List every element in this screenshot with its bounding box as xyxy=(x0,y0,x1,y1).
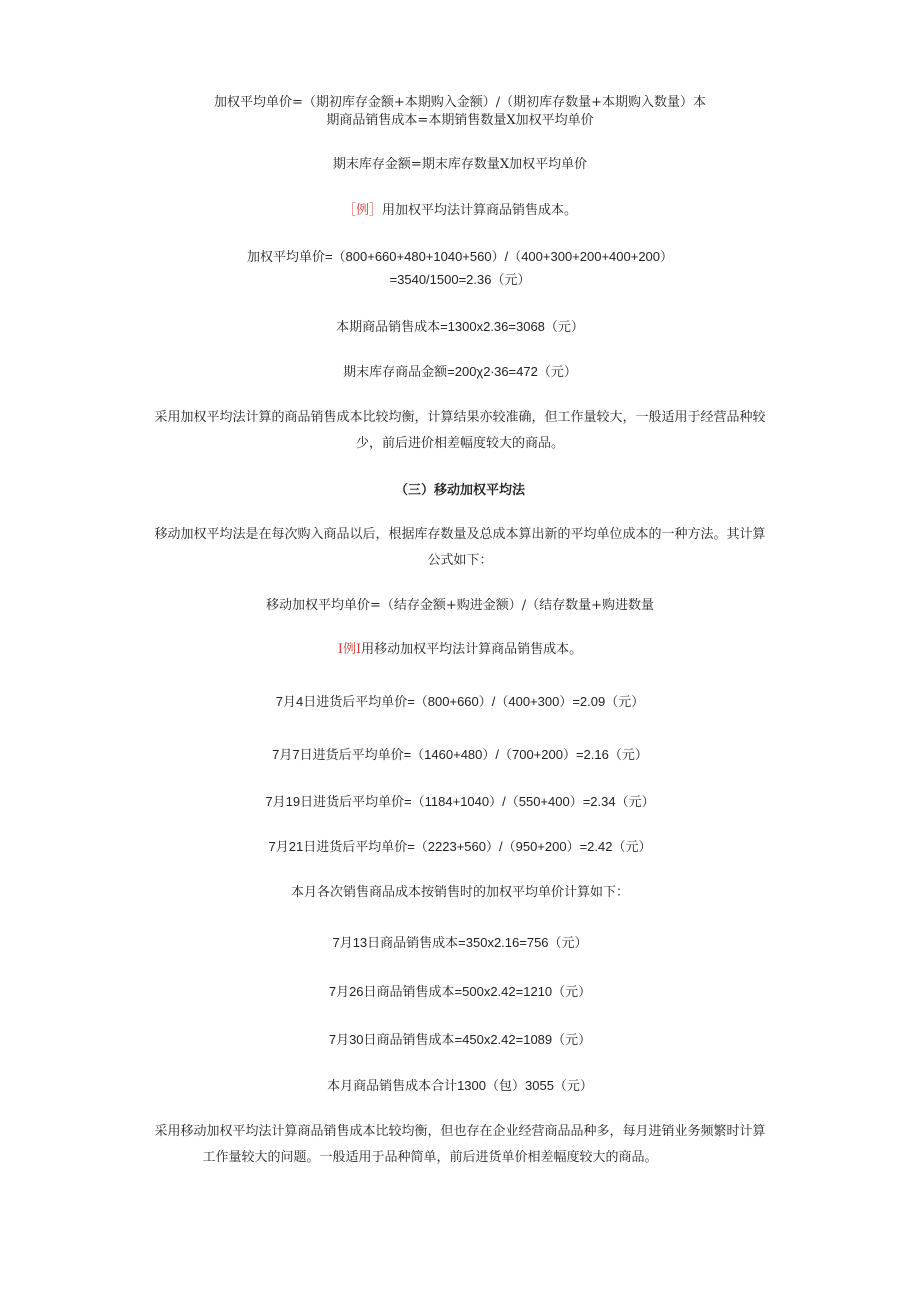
monthly-cost-total: 本月商品销售成本合计1300（包）3055（元） xyxy=(327,1078,593,1093)
example-mark: ［例］ xyxy=(342,203,382,218)
paragraph-3-line-1: 采用移动加权平均法计算商品销售成本比较均衡，但也存在企业经营商品品种多，每月进销业务频繁时计算 xyxy=(154,1124,766,1139)
example-cost-of-sales: 本期商品销售成本=1300x2.36=3068（元） xyxy=(336,319,584,334)
calc-july-21: 7月21日进货后平均单价=（2223+560）/（950+200）=2.42（元） xyxy=(268,839,652,854)
example-unit-price-calc: 加权平均单价=（800+660+480+1040+560）/（400+300+200+400+200） xyxy=(246,249,674,264)
paragraph-2-line-2: 公式如下： xyxy=(427,553,493,568)
paragraph-2-line-1: 移动加权平均法是在每次购入商品以后，根据库存数量及总成本算出新的平均单位成本的一种方法。其计算 xyxy=(154,527,766,542)
section-heading-moving-average: （三）移动加权平均法 xyxy=(394,482,525,497)
cost-july-13: 7月13日商品销售成本=350x2.16=756（元） xyxy=(332,935,588,950)
paragraph-1-line-1: 采用加权平均法计算的商品销售成本比较均衡，计算结果亦较准确，但工作量较大，一般适用于经营品种较 xyxy=(154,410,766,425)
formula-moving-average-unit-price: 移动加权平均单价=（结存金额+购进金额）/（结存数量+购进数量 xyxy=(265,598,655,613)
paragraph-1-line-2: 少，前后进价相差幅度较大的商品。 xyxy=(355,436,564,451)
cost-july-30: 7月30日商品销售成本=450x2.42=1089（元） xyxy=(328,1032,592,1047)
example-text: 用移动加权平均法计算商品销售成本。 xyxy=(361,642,583,657)
example-mark: I例I xyxy=(337,642,362,657)
cost-july-26: 7月26日商品销售成本=500x2.42=1210（元） xyxy=(328,984,592,999)
calc-july-4: 7月4日进货后平均单价=（800+660）/（400+300）=2.09（元） xyxy=(275,694,645,709)
example-text: 用加权平均法计算商品销售成本。 xyxy=(382,203,578,218)
sales-cost-intro: 本月各次销售商品成本按销售时的加权平均单价计算如下： xyxy=(290,885,629,900)
example-heading-2 xyxy=(0,641,920,659)
calc-july-19: 7月19日进货后平均单价=（1184+1040）/（550+400）=2.34（元） xyxy=(265,794,655,809)
formula-cost-of-goods-sold: 期商品销售成本=本期销售数量X加权平均单价 xyxy=(326,113,594,128)
example-ending-inventory: 期末库存商品金额=200χ2∙36=472（元） xyxy=(343,364,577,379)
paragraph-3-line-2: 工作量较大的问题。一般适用于品种简单，前后进货单价相差幅度较大的商品。 xyxy=(202,1150,658,1165)
formula-weighted-average-unit-price: 加权平均单价=（期初库存金额+本期购入金额）/（期初库存数量+本期购入数量）本 xyxy=(213,95,707,110)
formula-ending-inventory-amount: 期末库存金额=期末库存数量X加权平均单价 xyxy=(332,157,588,172)
example-heading-1 xyxy=(0,202,920,220)
calc-july-7: 7月7日进货后平均单价=（1460+480）/（700+200）=2.16（元） xyxy=(272,747,648,762)
example-unit-price-result: =3540/1500=2.36（元） xyxy=(389,272,531,287)
